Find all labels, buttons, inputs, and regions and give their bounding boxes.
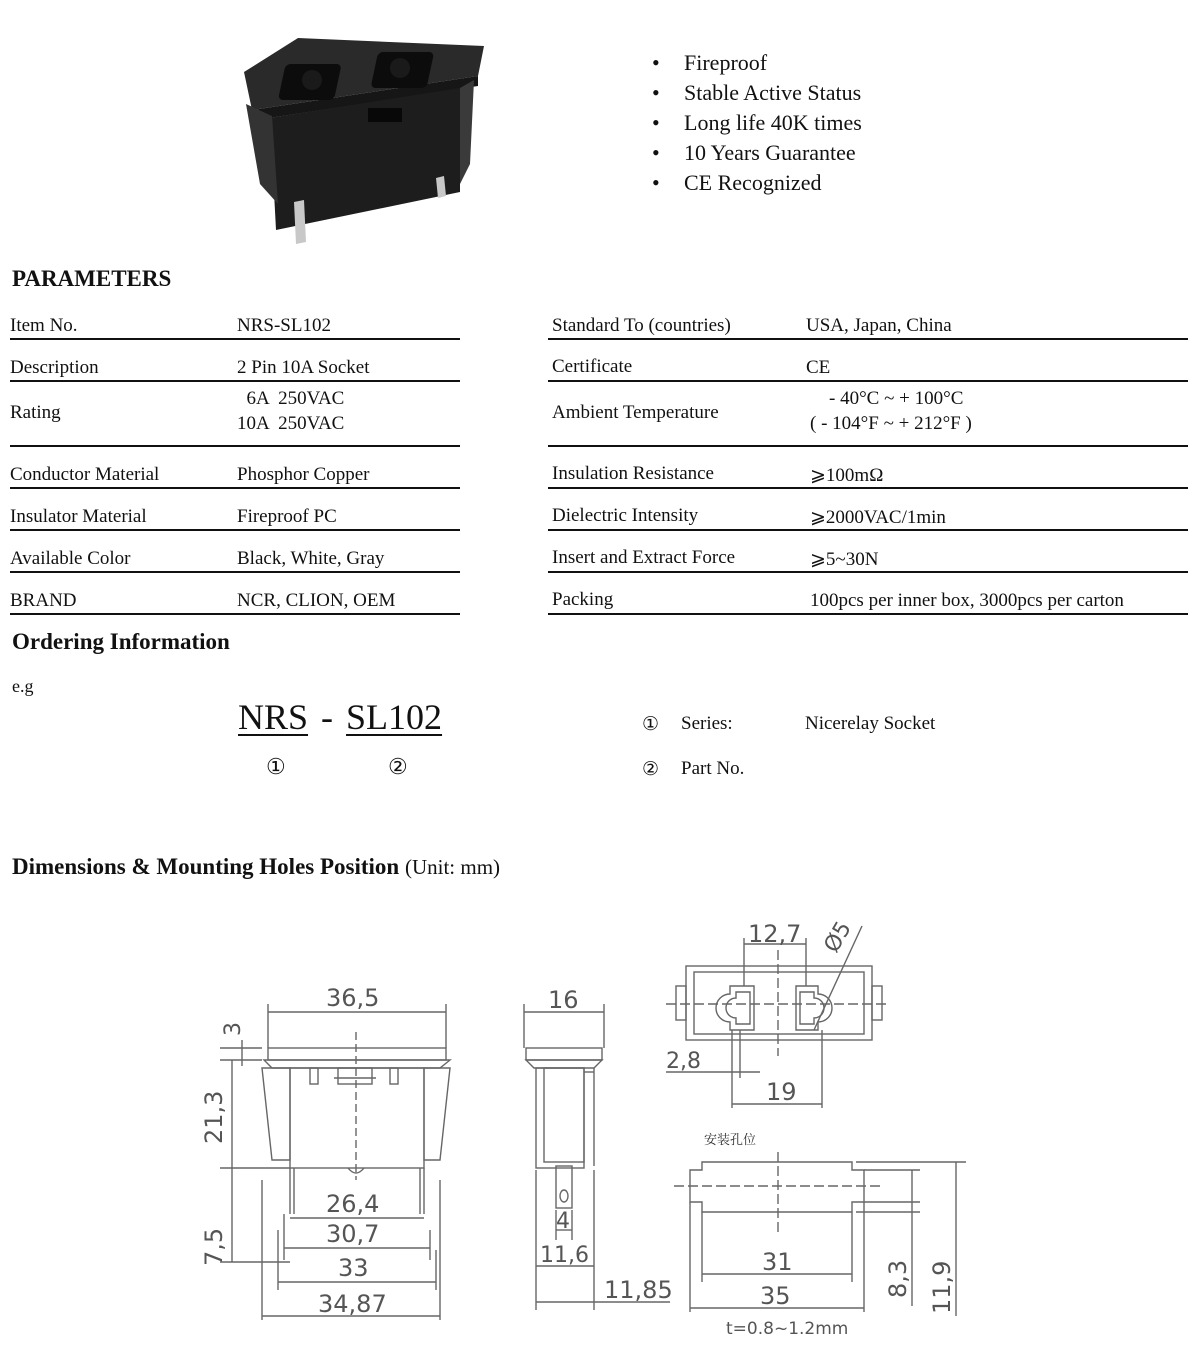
order-marker-1: ① <box>266 754 286 779</box>
order-code-separator: - <box>321 697 334 737</box>
param-label: Dielectric Intensity <box>552 505 699 526</box>
legend-label-series: Series: <box>681 713 733 734</box>
param-value: ⩾2000VAC/1min <box>810 507 946 528</box>
dim-label: 11,85 <box>604 1276 673 1304</box>
order-code-series: NRS <box>238 697 309 737</box>
param-label: Standard To (countries) <box>552 315 731 336</box>
dim-label: 3 <box>221 1022 246 1036</box>
dim-label: 36,5 <box>326 984 380 1012</box>
feature-item: • CE Recognized <box>650 168 862 198</box>
example-label: e.g <box>12 676 34 696</box>
param-value: Phosphor Copper <box>237 464 370 485</box>
dim-label: Ø5 <box>819 917 857 957</box>
param-value: 6A 250VAC 10A 250VAC <box>237 388 345 434</box>
dimensions-title: Dimensions & Mounting Holes Position (Unit: mm) <box>12 854 501 879</box>
param-label: BRAND <box>10 590 77 611</box>
dim-label: 35 <box>760 1282 791 1310</box>
dim-label: 11,9 <box>928 1260 956 1314</box>
dim-label: 12,7 <box>748 920 802 948</box>
param-label: Item No. <box>10 315 78 336</box>
dim-label: 11,6 <box>540 1243 589 1268</box>
param-value: ⩾100mΩ <box>810 465 884 486</box>
param-value: ⩾5~30N <box>810 549 879 570</box>
param-value: Fireproof PC <box>237 506 337 527</box>
param-label: Rating <box>10 402 61 423</box>
param-label: Certificate <box>552 356 633 377</box>
dim-label: 16 <box>548 986 579 1014</box>
order-marker-2: ② <box>388 754 408 779</box>
param-value: 2 Pin 10A Socket <box>237 357 370 378</box>
dim-label: 19 <box>766 1078 797 1106</box>
legend-marker-1: ① <box>642 714 660 735</box>
legend-label-part: Part No. <box>681 758 745 779</box>
dim-label: 7,5 <box>200 1227 228 1266</box>
dim-label: 21,3 <box>200 1090 228 1144</box>
feature-item: • Stable Active Status <box>650 78 862 108</box>
param-value: NRS-SL102 <box>237 315 331 336</box>
param-value: Black, White, Gray <box>237 548 385 569</box>
param-label: Packing <box>552 589 614 610</box>
dim-label: 34,87 <box>318 1290 387 1318</box>
param-label: Description <box>10 357 99 378</box>
param-value: NCR, CLION, OEM <box>237 590 396 611</box>
dim-label: 2,8 <box>666 1049 701 1074</box>
dim-label: 8,3 <box>884 1259 912 1298</box>
thickness-label: t=0.8~1.2mm <box>726 1319 849 1339</box>
param-label: Insulation Resistance <box>552 463 714 484</box>
dim-label: 31 <box>762 1248 793 1276</box>
parameters-title: PARAMETERS <box>12 266 172 291</box>
dim-label: 33 <box>338 1254 369 1282</box>
param-label: Conductor Material <box>10 464 160 485</box>
param-label: Insulator Material <box>10 506 147 527</box>
mounting-hole-label: 安装孔位 <box>704 1133 757 1148</box>
feature-item: • Fireproof <box>650 48 862 78</box>
order-code-part: SL102 <box>346 697 443 737</box>
feature-item: • 10 Years Guarantee <box>650 138 862 168</box>
dim-label: 4 <box>556 1209 570 1234</box>
ordering-title: Ordering Information <box>12 629 230 654</box>
param-value: - 40°C ~ + 100°C ( - 104°F ~ + 212°F ) <box>810 388 972 434</box>
feature-item: • Long life 40K times <box>650 108 862 138</box>
dim-label: 30,7 <box>326 1220 380 1248</box>
param-label: Insert and Extract Force <box>552 547 736 568</box>
legend-marker-2: ② <box>642 759 660 780</box>
param-label: Available Color <box>10 548 131 569</box>
param-value: 100pcs per inner box, 3000pcs per carton <box>810 590 1124 611</box>
dim-label: 26,4 <box>326 1190 380 1218</box>
param-value: USA, Japan, China <box>806 315 952 336</box>
param-value: CE <box>806 357 831 378</box>
legend-value-series: Nicerelay Socket <box>805 713 936 734</box>
param-label: Ambient Temperature <box>552 402 719 423</box>
